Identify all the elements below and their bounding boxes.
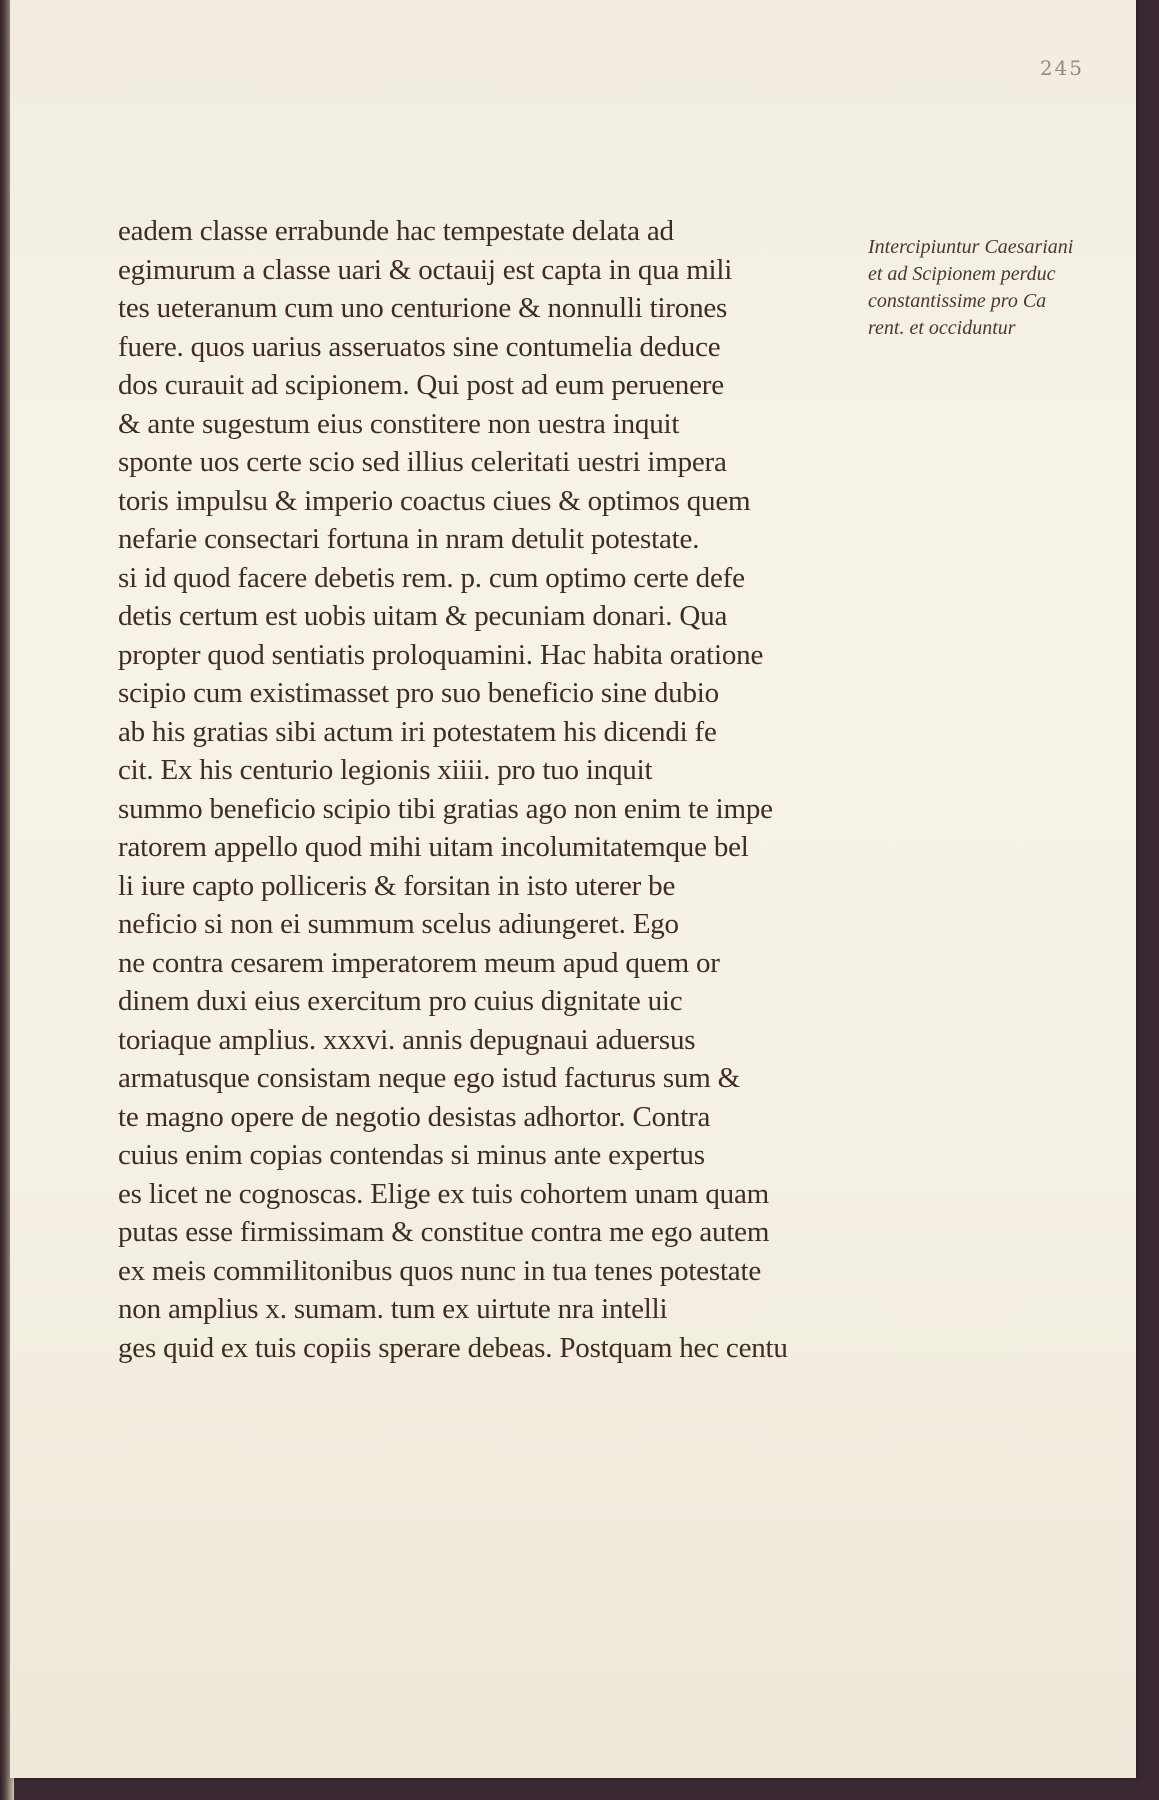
- text-line: ne contra cesarem imperatorem meum apud quem or: [118, 946, 720, 979]
- text-line: tes ueteranum cum uno centurione & nonnulli tirones: [118, 292, 728, 324]
- text-line: ratorem appello quod mihi uitam incolumitatemque bel: [118, 831, 749, 863]
- text-line: cit. Ex his centurio legionis xiiii. pro tuo inquit: [118, 754, 653, 786]
- text-line: es licet ne cognoscas. Elige ex tuis cohortem unam quam: [118, 1177, 769, 1210]
- text-line: fuere. quos uarius asseruatos sine contumelia deduce: [118, 330, 721, 363]
- text-line: dinem duxi eius exercitum pro cuius dignitate uic: [118, 985, 683, 1017]
- text-line: te magno opere de negotio desistas adhortor. Contra: [118, 1100, 711, 1133]
- text-line: si id quod facere debetis rem. p. cum optimo certe defe: [118, 561, 745, 594]
- text-line: detis certum est uobis uitam & pecuniam donari. Qua: [118, 600, 728, 632]
- text-line: toriaque amplius. xxxvi. annis depugnaui aduersus: [118, 1023, 696, 1056]
- text-line: propter quod sentiatis proloquamini. Hac habita oratione: [118, 638, 764, 671]
- margin-note: [868, 234, 1138, 342]
- text-line: li iure capto polliceris & forsitan in isto uterer be: [118, 869, 676, 902]
- margin-note-line: rent. et occiduntur: [868, 317, 1016, 339]
- manuscript-page: [10, 0, 1136, 1778]
- text-line: ab his gratias sibi actum iri potestatem his dicendi fe: [118, 715, 717, 748]
- page-number: 245: [1039, 56, 1084, 80]
- text-line: ges quid ex tuis copiis sperare debeas. Postquam hec centu: [118, 1331, 788, 1364]
- text-line: eadem classe errabunde hac tempestate delata ad: [118, 215, 674, 247]
- margin-note-line: Intercipiuntur Caesariani: [868, 236, 1074, 258]
- text-line: putas esse firmissimam & constitue contra me ego autem: [118, 1216, 770, 1248]
- main-text-block: [118, 212, 870, 1367]
- text-line: scipio cum existimasset pro suo beneficio sine dubio: [118, 677, 719, 709]
- text-line: ex meis commilitonibus quos nunc in tua tenes potestate: [118, 1254, 762, 1287]
- text-line: toris impulsu & imperio coactus ciues & optimos quem: [118, 484, 751, 517]
- text-line: armatusque consistam neque ego istud facturus sum &: [118, 1062, 741, 1094]
- text-line: cuius enim copias contendas si minus ante expertus: [118, 1139, 705, 1171]
- text-line: non amplius x. sumam. tum ex uirtute nra intelli: [118, 1293, 668, 1325]
- margin-note-line: et ad Scipionem perduc: [868, 263, 1056, 285]
- text-line: egimurum a classe uari & octauij est capta in qua mili: [118, 253, 733, 286]
- text-line: nefarie consectari fortuna in nram detulit potestate.: [118, 523, 700, 555]
- text-line: dos curauit ad scipionem. Qui post ad eum peruenere: [118, 369, 724, 401]
- text-line: sponte uos certe scio sed illius celeritati uestri impera: [118, 446, 727, 478]
- text-line: neficio si non ei summum scelus adiungeret. Ego: [118, 908, 679, 940]
- text-line: & ante sugestum eius constitere non uestra inquit: [118, 407, 680, 440]
- margin-note-line: constantissime pro Ca: [868, 290, 1047, 312]
- text-line: summo beneficio scipio tibi gratias ago non enim te impe: [118, 792, 773, 825]
